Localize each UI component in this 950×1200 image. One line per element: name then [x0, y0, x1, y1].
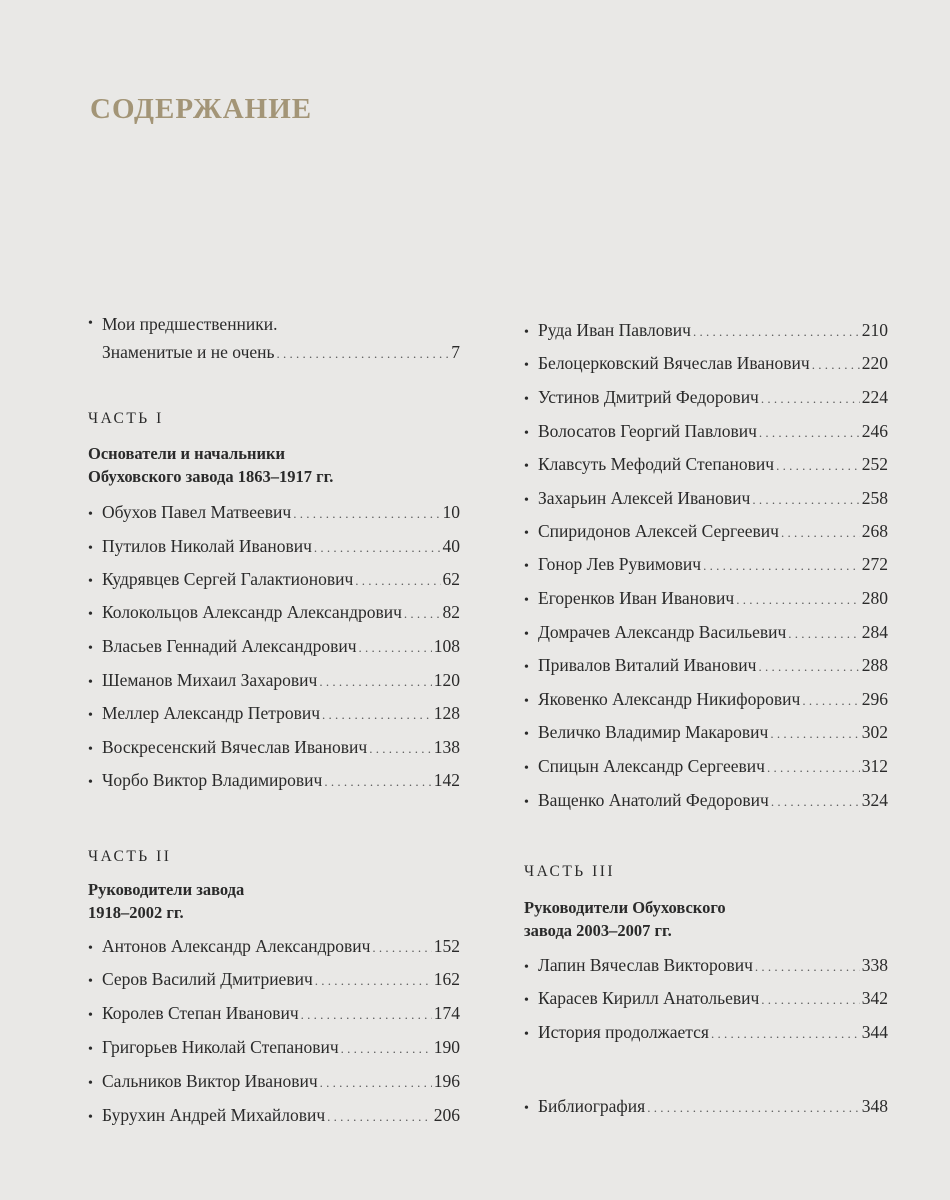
bullet-icon: • — [524, 526, 529, 541]
leader-dots — [758, 655, 859, 677]
part-1-heading — [88, 442, 333, 488]
leader-dots — [767, 756, 860, 778]
toc-entry-page: 324 — [861, 790, 888, 810]
leader-dots — [322, 703, 432, 725]
toc-entry-name: Власьев Геннадий Александрович — [102, 636, 357, 656]
leader-dots — [327, 1105, 432, 1127]
toc-entry-page: 296 — [861, 689, 888, 709]
toc-entry-name: Волосатов Георгий Павлович — [538, 421, 757, 441]
bullet-icon: • — [524, 459, 529, 474]
leader-dots — [355, 569, 440, 591]
toc-entry[interactable] — [88, 1105, 460, 1128]
bullet-icon: • — [88, 941, 93, 956]
leader-dots — [711, 1022, 860, 1044]
toc-entry-name: Спицын Александр Сергеевич — [538, 756, 765, 776]
bullet-icon: • — [88, 708, 93, 723]
bullet-icon: • — [524, 761, 529, 776]
bullet-icon: • — [88, 742, 93, 757]
bullet-icon: • — [88, 607, 93, 622]
bullet-icon: • — [88, 775, 93, 790]
toc-entry-name: Путилов Николай Иванович — [102, 536, 312, 556]
toc-entry-name: Лапин Вячеслав Викторович — [538, 955, 753, 975]
part-1-heading-line2: Обуховского завода 1863–1917 гг. — [88, 467, 334, 486]
leader-dots — [788, 622, 859, 644]
toc-entry-page: 174 — [433, 1003, 460, 1023]
toc-entry-page: 10 — [442, 502, 460, 522]
toc-entry-page: 284 — [861, 622, 888, 642]
toc-entry-page: 196 — [433, 1071, 460, 1091]
leader-dots — [315, 969, 432, 991]
toc-entry-name: Библиография — [538, 1096, 646, 1116]
toc-entry-name: Гонор Лев Рувимович — [538, 554, 702, 574]
toc-entry[interactable] — [524, 488, 888, 511]
toc-entry-name: Королев Степан Иванович — [102, 1003, 299, 1023]
toc-entry-page: 138 — [433, 737, 460, 757]
toc-entry[interactable] — [524, 454, 888, 477]
toc-entry-name: Серов Василий Дмитриевич — [102, 969, 313, 989]
toc-entry-page: 348 — [861, 1096, 888, 1116]
leader-dots — [802, 689, 859, 711]
toc-entry-name: Меллер Александр Петрович — [102, 703, 320, 723]
toc-entry-page: 220 — [861, 353, 888, 373]
toc-entry[interactable] — [524, 353, 888, 376]
toc-entry[interactable] — [88, 969, 460, 992]
toc-entry-page: 252 — [861, 454, 888, 474]
toc-entry[interactable] — [88, 770, 460, 793]
toc-entry[interactable] — [524, 689, 888, 712]
toc-entry-name: Привалов Виталий Иванович — [538, 655, 757, 675]
toc-entry[interactable] — [524, 722, 888, 745]
bullet-icon: • — [524, 960, 529, 975]
toc-entry-name: Ващенко Анатолий Федорович — [538, 790, 769, 810]
toc-entry-page: 210 — [861, 320, 888, 340]
bullet-icon: • — [524, 426, 529, 441]
bullet-icon: • — [524, 727, 529, 742]
toc-entry-name: Руда Иван Павлович — [538, 320, 691, 340]
bullet-icon: • — [88, 507, 93, 522]
toc-right-column — [524, 0, 888, 1200]
bullet-icon: • — [88, 316, 93, 331]
leader-dots — [761, 387, 860, 409]
part-2-label: ЧАСТЬ II — [88, 848, 172, 865]
leader-dots — [647, 1096, 860, 1118]
leader-dots — [369, 737, 432, 759]
leader-dots — [319, 670, 431, 692]
toc-entry[interactable] — [524, 1022, 888, 1045]
toc-entry[interactable] — [524, 790, 888, 813]
toc-entry-name: Белоцерковский Вячеслав Иванович — [538, 353, 810, 373]
toc-entry-page: 108 — [433, 636, 460, 656]
toc-entry[interactable] — [524, 756, 888, 779]
bullet-icon: • — [88, 974, 93, 989]
toc-entry[interactable] — [88, 936, 460, 959]
bullet-icon: • — [88, 641, 93, 656]
toc-entry-name: История продолжается — [538, 1022, 709, 1042]
toc-entry-name: Домрачев Александр Васильевич — [538, 622, 787, 642]
toc-entry-page: 62 — [442, 569, 460, 589]
leader-dots — [276, 342, 449, 364]
toc-entry[interactable] — [88, 1003, 460, 1026]
leader-dots — [703, 554, 860, 576]
toc-entry[interactable] — [524, 955, 888, 978]
toc-entry[interactable] — [524, 588, 888, 611]
toc-entry[interactable] — [88, 502, 460, 525]
part-2-heading-line2: 1918–2002 гг. — [88, 903, 184, 922]
toc-entry-name: Спиридонов Алексей Сергеевич — [538, 521, 779, 541]
part-3-heading — [524, 896, 726, 942]
bullet-icon: • — [88, 1008, 93, 1023]
toc-entry-name: Чорбо Виктор Владимирович — [102, 770, 323, 790]
toc-entry[interactable] — [88, 670, 460, 693]
toc-entry-page: 224 — [861, 387, 888, 407]
bullet-icon: • — [524, 593, 529, 608]
toc-entry-page: 7 — [451, 342, 460, 362]
leader-dots — [301, 1003, 432, 1025]
page-title: СОДЕРЖАНИЕ — [90, 93, 313, 125]
bullet-icon: • — [524, 325, 529, 340]
toc-entry-intro-line2 — [102, 342, 460, 364]
leader-dots — [359, 636, 432, 658]
toc-entry[interactable] — [524, 554, 888, 577]
bullet-icon: • — [524, 993, 529, 1008]
toc-entry[interactable] — [524, 421, 888, 444]
bullet-icon: • — [88, 541, 93, 556]
toc-entry-page: 258 — [861, 488, 888, 508]
leader-dots — [324, 770, 431, 792]
toc-entry-page: 40 — [442, 536, 460, 556]
toc-entry-name: Клавсуть Мефодий Степанович — [538, 454, 775, 474]
bullet-icon: • — [524, 392, 529, 407]
leader-dots — [372, 936, 431, 958]
leader-dots — [341, 1037, 432, 1059]
leader-dots — [771, 790, 860, 812]
part-3-label: ЧАСТЬ III — [524, 863, 616, 880]
toc-entry[interactable] — [88, 602, 460, 625]
bullet-icon: • — [524, 358, 529, 373]
bullet-icon: • — [524, 1101, 529, 1116]
toc-entry[interactable] — [524, 622, 888, 645]
toc-entry-name: Кудрявцев Сергей Галактионович — [102, 569, 354, 589]
bullet-icon: • — [524, 559, 529, 574]
leader-dots — [314, 536, 441, 558]
leader-dots — [293, 502, 440, 524]
toc-entry[interactable] — [88, 1037, 460, 1060]
toc-entry-page: 206 — [433, 1105, 460, 1125]
toc-entry[interactable] — [88, 536, 460, 559]
part-2-heading — [88, 878, 244, 924]
toc-entry-page: 272 — [861, 554, 888, 574]
bullet-icon: • — [88, 675, 93, 690]
toc-entry-name: Шеманов Михаил Захарович — [102, 670, 318, 690]
toc-entry-name: Егоренков Иван Иванович — [538, 588, 735, 608]
part-2-heading-line1: Руководители завода — [88, 880, 245, 899]
toc-entry-name: Воскресенский Вячеслав Иванович — [102, 737, 368, 757]
toc-entry[interactable] — [524, 988, 888, 1011]
leader-dots — [761, 988, 859, 1010]
leader-dots — [752, 488, 859, 510]
leader-dots — [320, 1071, 432, 1093]
toc-entry-page: 152 — [433, 936, 460, 956]
leader-dots — [693, 320, 860, 342]
leader-dots — [781, 521, 860, 543]
bullet-icon: • — [524, 493, 529, 508]
toc-entry-name: Обухов Павел Матвеевич — [102, 502, 292, 522]
toc-entry-page: 288 — [861, 655, 888, 675]
leader-dots — [736, 588, 860, 610]
toc-entry-name: Знаменитые и не очень — [102, 342, 275, 362]
toc-entry-page: 142 — [433, 770, 460, 790]
toc-entry[interactable] — [524, 655, 888, 678]
toc-entry-page: 342 — [861, 988, 888, 1008]
leader-dots — [776, 454, 860, 476]
toc-entry[interactable] — [88, 636, 460, 659]
bullet-icon: • — [524, 660, 529, 675]
toc-entry-bibliography[interactable] — [524, 1096, 888, 1119]
toc-entry-page: 82 — [442, 602, 460, 622]
toc-entry-name: Карасев Кирилл Анатольевич — [538, 988, 760, 1008]
part-1-heading-line1: Основатели и начальники — [88, 444, 285, 463]
toc-entry-name: Устинов Дмитрий Федорович — [538, 387, 759, 407]
toc-entry[interactable] — [524, 387, 888, 410]
toc-entry-name: Григорьев Николай Степанович — [102, 1037, 339, 1057]
toc-entry-page: 190 — [433, 1037, 460, 1057]
toc-entry-name: Захарьин Алексей Иванович — [538, 488, 751, 508]
bullet-icon: • — [524, 795, 529, 810]
toc-entry-page: 246 — [861, 421, 888, 441]
bullet-icon: • — [88, 1042, 93, 1057]
toc-entry[interactable] — [524, 521, 888, 544]
toc-entry-name: Антонов Александр Александрович — [102, 936, 371, 956]
toc-entry-name: Бурухин Андрей Михайлович — [102, 1105, 326, 1125]
toc-entry-page: 302 — [861, 722, 888, 742]
bullet-icon: • — [88, 1110, 93, 1125]
toc-entry[interactable] — [524, 320, 888, 343]
bullet-icon: • — [524, 694, 529, 709]
leader-dots — [770, 722, 859, 744]
toc-entry-name: Сальников Виктор Иванович — [102, 1071, 318, 1091]
toc-left-column — [88, 0, 460, 1200]
toc-entry[interactable] — [88, 1071, 460, 1094]
toc-entry-page: 128 — [433, 703, 460, 723]
toc-entry-page: 344 — [861, 1022, 888, 1042]
part-3-heading-line1: Руководители Обуховского — [524, 898, 726, 917]
leader-dots — [404, 602, 441, 624]
toc-entry[interactable] — [88, 703, 460, 726]
bullet-icon: • — [524, 627, 529, 642]
toc-entry-page: 312 — [861, 756, 888, 776]
leader-dots — [755, 955, 860, 977]
leader-dots — [759, 421, 860, 443]
toc-entry[interactable] — [88, 737, 460, 760]
leader-dots — [812, 353, 860, 375]
toc-entry-name: Яковенко Александр Никифорович — [538, 689, 801, 709]
toc-entry[interactable] — [88, 569, 460, 592]
toc-entry-intro-line1: Мои предшественники. — [102, 314, 278, 334]
bullet-icon: • — [88, 1076, 93, 1091]
bullet-icon: • — [88, 574, 93, 589]
bullet-icon: • — [524, 1027, 529, 1042]
part-3-heading-line2: завода 2003–2007 гг. — [524, 921, 672, 940]
toc-entry-page: 338 — [861, 955, 888, 975]
toc-entry-name: Величко Владимир Макарович — [538, 722, 769, 742]
part-1-label: ЧАСТЬ I — [88, 410, 164, 427]
toc-entry-page: 268 — [861, 521, 888, 541]
toc-entry-page: 120 — [433, 670, 460, 690]
toc-entry-page: 162 — [433, 969, 460, 989]
toc-entry-page: 280 — [861, 588, 888, 608]
toc-entry-name: Колокольцов Александр Александрович — [102, 602, 402, 622]
